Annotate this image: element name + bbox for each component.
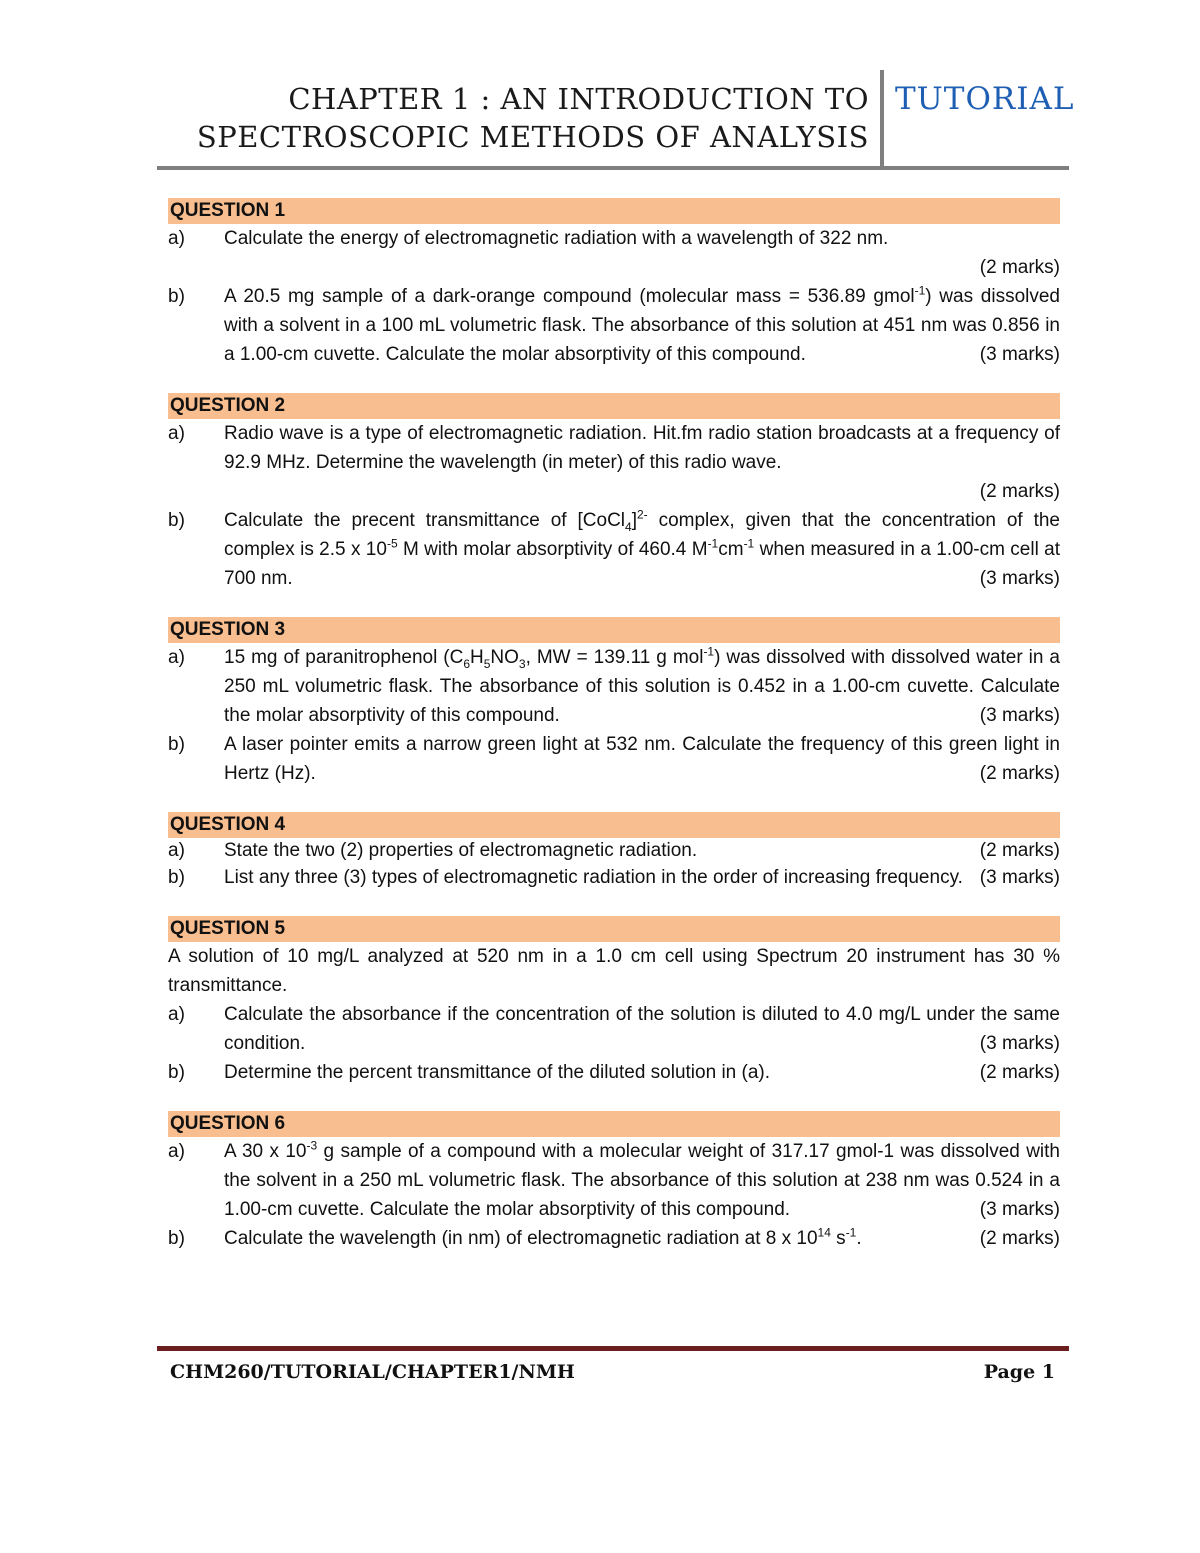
item-text: State the two (2) properties of electromagnetic radiation. (2 marks) (224, 840, 1060, 861)
item-label: b) (168, 510, 185, 531)
item-text: Calculate the wavelength (in nm) of electromagnetic radiation at 8 x $10^{14}$ $s^{-1}$. (2 marks) (224, 1224, 1060, 1253)
item-label: b) (168, 286, 185, 307)
marks: (3 marks) (979, 705, 1060, 726)
item-text: A 20.5 mg sample of a dark-orange compound (molecular mass = 536.89 gmol$^{-1}$) was dissolved with a solvent in a 100 mL volumetric flask. The absorbance of this solution at 451 nm was 0.856 in a 1.00-cm cuvette. Calculate the molar absorptivity of this compound. (3 marks) (224, 282, 1060, 369)
page-header (157, 70, 1075, 170)
question-item (168, 506, 1060, 593)
marks: (3 marks) (979, 568, 1060, 589)
question-heading: QUESTION 1 (168, 198, 1060, 224)
question-item (168, 1058, 1060, 1087)
marks: (3 marks) (979, 867, 1060, 888)
chapter-title (157, 80, 869, 156)
item-text: A laser pointer emits a narrow green light at 532 nm. Calculate the frequency of this green light in Hertz (Hz). (2 marks) (224, 730, 1060, 788)
marks: (2 marks) (979, 1228, 1060, 1249)
question-3 (168, 617, 1060, 788)
questions (168, 198, 1060, 1277)
item-text: Calculate the precent transmittance of [CoCl$_4$]$^{2-}$ complex, given that the concentration of the complex is 2.5 x $10^{-5}$ M with molar absorptivity of 460.4 $M^{-1}cm^{-1}$ when measured in a 1.00-cm cell at 700 nm. (3 marks) (224, 506, 1060, 593)
question-item (168, 282, 1060, 369)
question-item (168, 838, 1060, 863)
item-text: Calculate the energy of electromagnetic radiation with a wavelength of 322 nm. (224, 228, 889, 249)
footer-rule (157, 1346, 1069, 1351)
header-divider (880, 70, 884, 166)
item-label: b) (168, 1062, 185, 1083)
marks: (2 marks) (979, 481, 1060, 502)
marks: (2 marks) (979, 840, 1060, 861)
footer-course-code: CHM260/TUTORIAL/CHAPTER1/NMH (170, 1361, 575, 1383)
question-item (168, 419, 1060, 477)
item-text: A 30 x $10^{-3}$ g sample of a compound with a molecular weight of 317.17 gmol-1 was dissolved with the solvent in a 250 mL volumetric flask. The absorbance of this solution at 238 nm was 0.524 in a 1.00-cm cuvette. Calculate the molar absorptivity of this compound. (3 marks) (224, 1137, 1060, 1224)
question-item (168, 1000, 1060, 1058)
question-1 (168, 198, 1060, 369)
header-rule (157, 166, 1069, 170)
question-6 (168, 1111, 1060, 1253)
item-label: a) (168, 228, 185, 249)
item-label: a) (168, 840, 185, 861)
question-item (168, 1137, 1060, 1224)
marks: (3 marks) (979, 344, 1060, 365)
item-text: Determine the percent transmittance of the diluted solution in (a). (2 marks) (224, 1058, 1060, 1087)
item-label: a) (168, 1141, 185, 1162)
question-heading: QUESTION 2 (168, 393, 1060, 419)
item-text: List any three (3) types of electromagnetic radiation in the order of increasing frequency. (3 marks) (224, 863, 1060, 892)
item-label: a) (168, 1004, 185, 1025)
chapter-title-line1: CHAPTER 1 : AN INTRODUCTION TO (288, 82, 869, 116)
question-2 (168, 393, 1060, 593)
question-5 (168, 916, 1060, 1087)
marks: (3 marks) (979, 1199, 1060, 1220)
item-label: b) (168, 734, 185, 755)
question-item (168, 730, 1060, 788)
item-label: a) (168, 423, 185, 444)
tutorial-tag: TUTORIAL (895, 81, 1075, 117)
question-4 (168, 812, 1060, 892)
marks: (2 marks) (979, 763, 1060, 784)
item-label: b) (168, 867, 185, 888)
question-heading: QUESTION 4 (168, 812, 1060, 838)
question-item (168, 1224, 1060, 1253)
item-text: 15 mg of paranitrophenol ($C_6H_5NO_3$, MW = 139.11 g mol$^{-1}$) was dissolved with dissolved water in a 250 mL volumetric flask. The absorbance of this solution is 0.452 in a 1.00-cm cuvette. Calculate the molar absorptivity of this compound. (3 marks) (224, 643, 1060, 730)
question-heading: QUESTION 6 (168, 1111, 1060, 1137)
question-item (168, 643, 1060, 730)
marks: (2 marks) (979, 257, 1060, 278)
item-label: b) (168, 1228, 185, 1249)
chapter-title-line2: SPECTROSCOPIC METHODS OF ANALYSIS (196, 120, 869, 154)
question-item (168, 224, 1060, 253)
question-intro: A solution of 10 mg/L analyzed at 520 nm in a 1.0 cm cell using Spectrum 20 instrument has 30 % transmittance. (168, 946, 1060, 996)
item-text: Calculate the absorbance if the concentration of the solution is diluted to 4.0 mg/L under the same condition. (3 marks) (224, 1000, 1060, 1058)
item-text: Radio wave is a type of electromagnetic radiation. Hit.fm radio station broadcasts at a frequency of 92.9 MHz. Determine the wavelength (in meter) of this radio wave. (224, 423, 1060, 473)
question-heading: QUESTION 3 (168, 617, 1060, 643)
question-item (168, 863, 1060, 892)
marks: (2 marks) (979, 1062, 1060, 1083)
page-number: Page 1 (983, 1361, 1055, 1383)
question-heading: QUESTION 5 (168, 916, 1060, 942)
item-label: a) (168, 647, 185, 668)
marks: (3 marks) (979, 1033, 1060, 1054)
